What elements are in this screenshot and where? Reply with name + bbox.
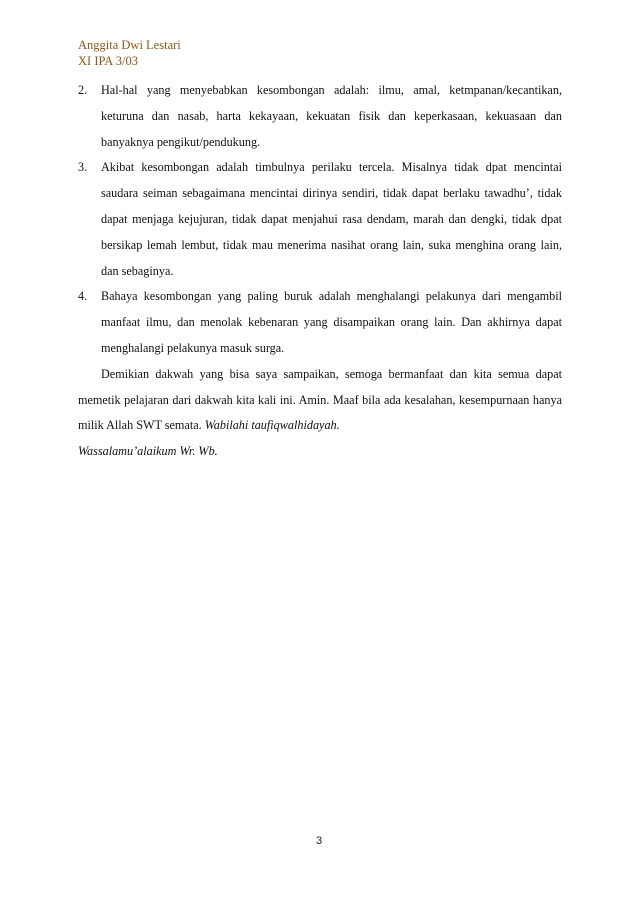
list-item-text: Bahaya kesombongan yang paling buruk adalah menghalangi pelakunya dari mengambil manfaat ilmu, dan menolak kebenaran yang disampaikan orang lain. Dan akhirnya dapat menghalangi pelakunya masuk surga.: [101, 289, 562, 355]
closing-italic-text: Wabilahi taufiqwalhidayah.: [204, 418, 340, 433]
list-item-text: Akibat kesombongan adalah timbulnya perilaku tercela. Misalnya tidak dpat mencintai saudara seiman sebagaimana mencintai dirinya sendiri, tidak dapat berlaku tawadhu’, tidak dapat menjaga kejujuran, tidak dapat menjahui rasa dendam, marah dan dengki, tidak dpat bersikap lemah lembut, tidak mau menerima nasihat orang lain, suka menghina orang lain, dan sebaginya.: [101, 160, 562, 278]
closing-salam: Wassalamu’alaikum Wr. Wb.: [78, 444, 218, 459]
list-item-number: 3.: [78, 160, 88, 175]
points-list: [78, 78, 562, 362]
document-header: [78, 37, 181, 69]
page-number: 3: [315, 835, 323, 847]
author-name: Anggita Dwi Lestari: [78, 38, 181, 52]
document-body: [78, 78, 562, 465]
closing-text: Demikian dakwah yang bisa saya sampaikan, semoga bermanfaat dan kita semua dapat memetik pelajaran dari dakwah kita kali ini. Amin. Maaf bila ada kesalahan, kesempurnaan hanya milik Allah SWT semata.: [78, 366, 562, 433]
list-item-number: 4.: [78, 289, 88, 304]
list-item: [78, 284, 562, 361]
class-label: XI IPA 3/03: [78, 54, 138, 68]
list-item-number: 2.: [78, 83, 88, 97]
closing-paragraph: [78, 362, 562, 439]
list-item: [78, 78, 562, 155]
list-item: [78, 155, 562, 284]
list-item-text: Hal-hal yang menyebabkan kesombongan adalah: ilmu, amal, ketmpanan/kecantikan, keturuna dan nasab, harta kekayaan, kekuatan fisik dan keperkasaan, kekuasaan dan banyaknya pengikut/pendukung.: [101, 83, 562, 149]
